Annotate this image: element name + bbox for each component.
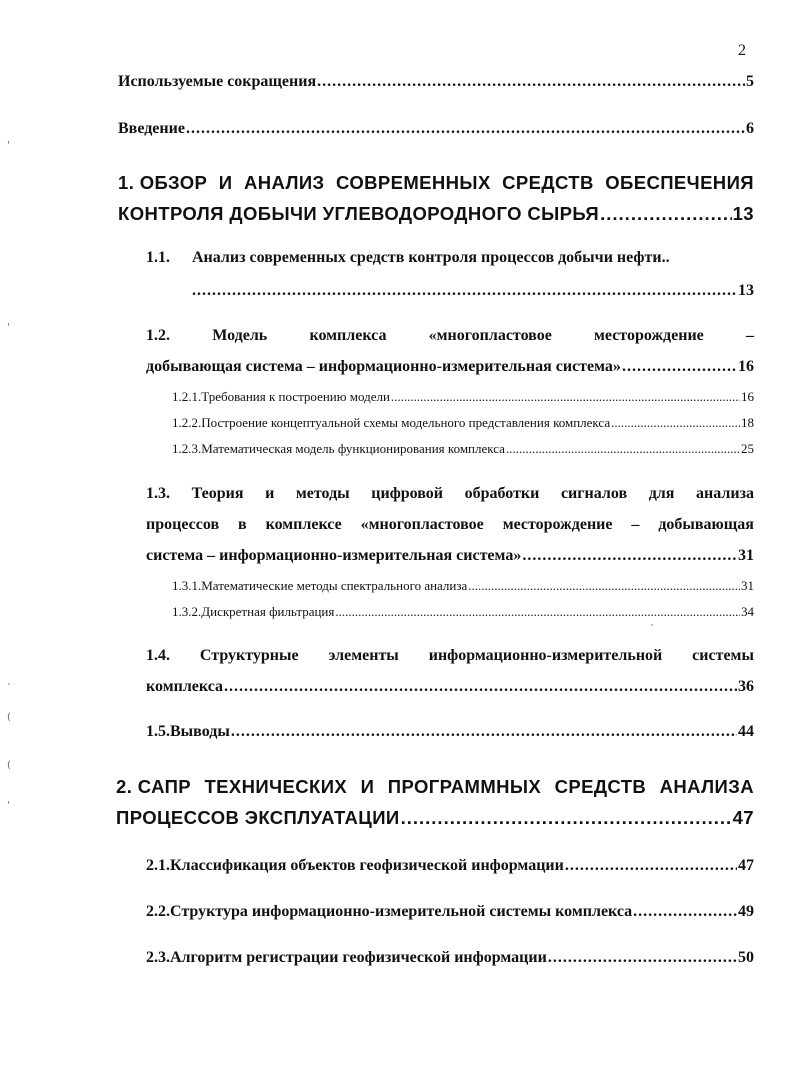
- toc-entry-page: 13: [738, 282, 754, 299]
- toc-word: комплексе: [265, 516, 342, 533]
- toc-word: И: [360, 776, 375, 797]
- toc-subsection-1-3-1[interactable]: [172, 578, 754, 594]
- toc-entry-title: Структура информационно-измерительной системы комплекса: [170, 903, 633, 920]
- toc-dot-leader: [522, 547, 737, 565]
- toc-word: системы: [692, 647, 754, 664]
- scan-speck: ': [7, 800, 10, 811]
- toc-dot-leader: [224, 678, 737, 696]
- toc-word: методы: [295, 485, 350, 502]
- toc-entry-page: 34: [741, 604, 754, 619]
- toc-word: 1. ОБЗОР: [118, 172, 208, 193]
- toc-dot-leader: [622, 358, 737, 376]
- toc-entry-page: 36: [738, 678, 754, 695]
- toc-word: обработки: [464, 485, 540, 502]
- toc-word: Модель: [212, 327, 268, 344]
- toc-entry-title: Требования к построению модели: [201, 389, 390, 404]
- toc-entry-page: 44: [738, 723, 754, 740]
- toc-section-number: 2.3.: [146, 949, 170, 966]
- scan-speck: `: [650, 624, 655, 635]
- toc-section-1-4-line-1[interactable]: [146, 647, 754, 665]
- toc-word: АНАЛИЗА: [659, 776, 754, 797]
- toc-dot-leader: [335, 604, 740, 620]
- toc-dot-leader: [548, 949, 737, 967]
- toc-dot-leader: [231, 723, 737, 741]
- toc-entry-page: 16: [741, 389, 754, 404]
- toc-entry-page: 6: [746, 120, 754, 137]
- toc-chapter-2-line-1[interactable]: [116, 776, 754, 798]
- toc-entry-page: 31: [741, 578, 754, 593]
- toc-word: ТЕХНИЧЕСКИХ: [204, 776, 348, 797]
- toc-entry-title: Классификация объектов геофизической информации: [170, 857, 564, 874]
- toc-section-number: 2.1.: [146, 857, 170, 874]
- toc-section-number: 1.2.1.: [172, 389, 202, 404]
- toc-section-number: 1.3.1.: [172, 578, 202, 593]
- toc-word: добывающая: [658, 516, 754, 533]
- toc-word: СОВРЕМЕННЫХ: [336, 172, 491, 193]
- toc-chapter-2-line-2[interactable]: [116, 807, 754, 829]
- toc-word: –: [745, 327, 754, 344]
- toc-section-1-1-line-2[interactable]: [192, 282, 754, 300]
- toc-word: 1.3.: [146, 485, 170, 502]
- toc-entry-title: Математические методы спектрального анализа: [201, 578, 468, 593]
- toc-entry-page: 25: [741, 441, 754, 456]
- toc-dot-leader: [600, 203, 731, 225]
- toc-entry-title: система – информационно-измерительная система»: [146, 547, 522, 564]
- toc-word: ПРОГРАММНЫХ: [387, 776, 542, 797]
- toc-entry-page: 47: [732, 807, 754, 828]
- toc-section-2-1[interactable]: [146, 857, 754, 875]
- toc-word: «многопластовое: [360, 516, 484, 533]
- scan-speck: (: [7, 760, 11, 771]
- toc-section-number: 2.2.: [146, 903, 170, 920]
- scan-speck: ': [7, 140, 10, 151]
- toc-word: анализа: [696, 485, 754, 502]
- toc-section-number: 1.3.2.: [172, 604, 202, 619]
- toc-entry-page: 49: [738, 903, 754, 920]
- toc-dot-leader: [317, 73, 745, 91]
- toc-entry-page: 31: [738, 547, 754, 564]
- toc-word: 1.4.: [146, 647, 170, 664]
- toc-section-number: 1.1.: [146, 249, 170, 266]
- toc-subsection-1-3-2[interactable]: [172, 604, 754, 620]
- toc-section-2-3[interactable]: [146, 949, 754, 967]
- toc-entry-page: 16: [738, 358, 754, 375]
- toc-word: элементы: [328, 647, 399, 664]
- toc-entry-abbreviations[interactable]: [118, 73, 754, 91]
- toc-word: месторождение: [502, 516, 613, 533]
- toc-entry-title: комплекса: [146, 678, 224, 695]
- toc-dot-leader: [186, 120, 745, 138]
- toc-subsection-1-2-3[interactable]: [172, 441, 754, 457]
- toc-entry-title: ПРОЦЕССОВ ЭКСПЛУАТАЦИИ: [116, 807, 400, 828]
- toc-section-1-2-line-1[interactable]: [146, 327, 754, 345]
- toc-dot-leader: [391, 389, 740, 405]
- toc-section-1-3-line-2[interactable]: [146, 516, 754, 534]
- toc-word: АНАЛИЗ: [243, 172, 325, 193]
- toc-word: сигналов: [560, 485, 628, 502]
- toc-word: процессов: [146, 516, 220, 533]
- toc-subsection-1-2-1[interactable]: [172, 389, 754, 405]
- toc-entry-page: 18: [741, 415, 754, 430]
- toc-entry-title: Дискретная фильтрация: [201, 604, 335, 619]
- toc-word: СРЕДСТВ: [554, 776, 647, 797]
- toc-entry-title: Анализ современных средств контроля процессов добычи нефти..: [192, 249, 670, 266]
- toc-word: для: [648, 485, 675, 502]
- toc-entry-page: 50: [738, 949, 754, 966]
- scan-speck: (: [7, 712, 11, 723]
- scan-speck: `: [7, 683, 12, 694]
- toc-dot-leader: [468, 578, 740, 594]
- toc-word: –: [631, 516, 640, 533]
- toc-section-1-1[interactable]: [146, 249, 758, 267]
- toc-word: Теория: [191, 485, 244, 502]
- toc-dot-leader: [611, 415, 740, 431]
- toc-entry-title: Используемые сокращения: [118, 73, 317, 90]
- toc-entry-title: Введение: [118, 120, 185, 137]
- toc-section-number: 1.5.: [146, 723, 170, 740]
- toc-entry-title: Алгоритм регистрации геофизической информации: [170, 949, 547, 966]
- toc-section-1-4-line-2[interactable]: [146, 678, 754, 696]
- toc-section-1-3-line-1[interactable]: [146, 485, 754, 503]
- toc-word: Структурные: [199, 647, 299, 664]
- toc-word: «многопластовое: [428, 327, 552, 344]
- toc-entry-title: Математическая модель функционирования комплекса: [201, 441, 505, 456]
- toc-word: 1.2.: [146, 327, 170, 344]
- toc-word: месторождение: [594, 327, 704, 344]
- toc-section-2-2[interactable]: [146, 903, 754, 921]
- toc-word: СРЕДСТВ: [502, 172, 594, 193]
- toc-section-number: 1.2.3.: [172, 441, 202, 456]
- scan-speck: ': [7, 322, 10, 333]
- toc-section-1-5[interactable]: [146, 723, 754, 741]
- toc-chapter-1-line-1[interactable]: [118, 172, 754, 194]
- toc-word: ОБЕСПЕЧЕНИЯ: [605, 172, 754, 193]
- toc-entry-page: 47: [738, 857, 754, 874]
- toc-dot-leader: [506, 441, 740, 457]
- toc-section-number: 1.2.2.: [172, 415, 202, 430]
- toc-section-1-3-line-3[interactable]: [146, 547, 754, 565]
- toc-word: информационно-измерительной: [428, 647, 663, 664]
- toc-word: И: [218, 172, 233, 193]
- toc-entry-title: Построение концептуальной схемы модельного представления комплекса: [201, 415, 611, 430]
- toc-section-1-2-line-2[interactable]: [146, 358, 754, 376]
- toc-word: 2. САПР: [116, 776, 192, 797]
- toc-word: в: [238, 516, 247, 533]
- toc-dot-leader: [565, 857, 737, 875]
- toc-entry-page: 13: [732, 203, 754, 224]
- toc-subsection-1-2-2[interactable]: [172, 415, 754, 431]
- toc-dot-leader: [192, 282, 737, 300]
- page-number: 2: [738, 42, 746, 59]
- toc-chapter-1-line-2[interactable]: [118, 203, 754, 225]
- toc-entry-title: Выводы: [170, 723, 230, 740]
- toc-entry-page: 5: [746, 73, 754, 90]
- toc-dot-leader: [633, 903, 737, 921]
- toc-dot-leader: [401, 807, 732, 829]
- toc-word: цифровой: [371, 485, 444, 502]
- toc-word: комплекса: [309, 327, 387, 344]
- toc-entry-title: КОНТРОЛЯ ДОБЫЧИ УГЛЕВОДОРОДНОГО СЫРЬЯ: [118, 203, 600, 224]
- toc-entry-title: добывающая система – информационно-измерительная система»: [146, 358, 621, 375]
- toc-word: и: [265, 485, 275, 502]
- toc-entry-introduction[interactable]: [118, 120, 754, 138]
